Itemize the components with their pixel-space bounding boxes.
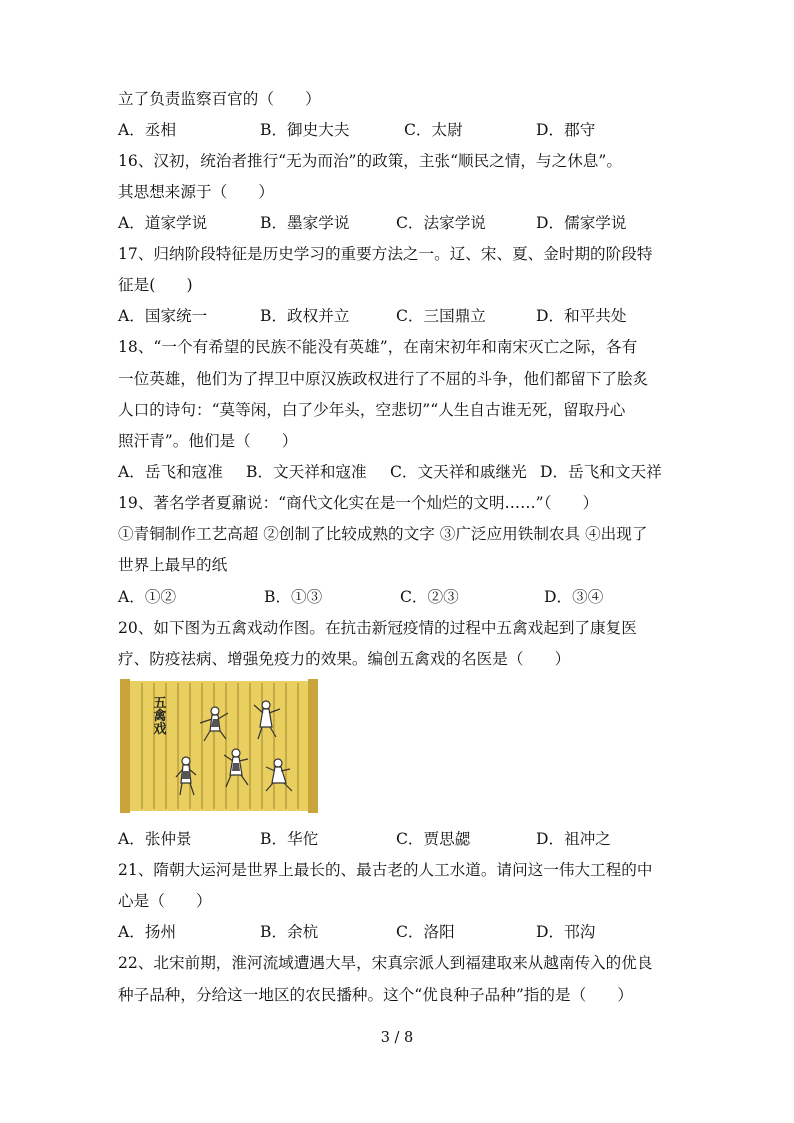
- q19-option-b[interactable]: B．①③: [264, 588, 323, 606]
- q19-option-a[interactable]: A．①②: [118, 588, 177, 606]
- q17-option-b[interactable]: B．政权并立: [260, 307, 350, 325]
- q16-stem-line-1: 16、汉初，统治者推行“无为而治”的政策，主张“顺民之情，与之休息”。: [118, 152, 622, 170]
- q19-stem-line-1: 19、著名学者夏鼐说：“商代文化实在是一个灿烂的文明……”（ ）: [118, 494, 599, 512]
- q20-options: [118, 829, 678, 849]
- q18-stem-line-3: 人口的诗句：“莫等闲，白了少年头，空悲切”“人生自古谁无死，留取丹心: [118, 401, 626, 419]
- q15-options: [118, 120, 678, 140]
- q21-stem-line-1: 21、隋朝大运河是世界上最长的、最古老的人工水道。请问这一伟大工程的中: [118, 861, 653, 879]
- q18-options: [118, 462, 678, 482]
- q17-option-c[interactable]: C．三国鼎立: [396, 307, 486, 325]
- q22-stem-line-1: 22、北宋前期，淮河流域遭遇大旱，宋真宗派人到福建取来从越南传入的优良: [118, 954, 653, 972]
- q16-options: [118, 213, 678, 233]
- q19-stem-line-3: 世界上最早的纸: [118, 556, 228, 574]
- q20-option-d[interactable]: D．祖冲之: [536, 830, 611, 848]
- q17-option-d[interactable]: D．和平共处: [536, 307, 627, 325]
- q16-option-d[interactable]: D．儒家学说: [536, 214, 627, 232]
- q15-option-a[interactable]: A．丞相: [118, 121, 177, 139]
- q20-stem-line-2: 疗、防疫祛病、增强免疫力的效果。编创五禽戏的名医是（ ）: [118, 650, 571, 668]
- q19-option-c[interactable]: C．②③: [400, 588, 459, 606]
- q18-stem-line-2: 一位英雄，他们为了捍卫中原汉族政权进行了不屈的斗争，他们都留下了脍炙: [118, 370, 649, 388]
- q16-option-c[interactable]: C．法家学说: [396, 214, 486, 232]
- q20-option-a[interactable]: A．张仲景: [118, 830, 192, 848]
- q17-option-a[interactable]: A．国家统一: [118, 307, 208, 325]
- q15-option-c[interactable]: C．太尉: [404, 121, 463, 139]
- q16-stem-line-2: 其思想来源于（ ）: [118, 183, 274, 201]
- q21-options: [118, 922, 678, 942]
- q16-option-b[interactable]: B．墨家学说: [260, 214, 350, 232]
- q15-stem-tail: 立了负责监察百官的（ ）: [118, 90, 321, 108]
- q21-option-b[interactable]: B．余杭: [260, 923, 319, 941]
- q15-option-b[interactable]: B．御史大夫: [260, 121, 350, 139]
- q18-option-c[interactable]: C．文天祥和戚继光: [390, 463, 527, 481]
- q19-options: [118, 587, 678, 607]
- q19-option-d[interactable]: D．③④: [544, 588, 604, 606]
- q20-option-b[interactable]: B．华佗: [260, 830, 319, 848]
- q16-option-a[interactable]: A．道家学说: [118, 214, 208, 232]
- q17-stem-line-2: 征是( ): [118, 276, 193, 294]
- q21-option-a[interactable]: A．扬州: [118, 923, 177, 941]
- q19-stem-line-2: ①青铜制作工艺高超 ②创制了比较成熟的文字 ③广泛应用铁制农具 ④出现了: [118, 525, 648, 543]
- page-number: 3 / 8: [380, 1030, 414, 1046]
- q21-option-d[interactable]: D．邗沟: [536, 923, 596, 941]
- q20-option-c[interactable]: C．贾思勰: [396, 830, 471, 848]
- q18-option-d[interactable]: D．岳飞和文天祥: [540, 463, 662, 481]
- q18-option-a[interactable]: A．岳飞和寇准: [118, 463, 223, 481]
- q22-stem-line-2: 种子品种，分给这一地区的农民播种。这个“优良种子品种”指的是（ ）: [118, 986, 633, 1004]
- q20-stem-line-1: 20、如下图为五禽戏动作图。在抗击新冠疫情的过程中五禽戏起到了康复医: [118, 619, 637, 637]
- q15-option-d[interactable]: D．郡守: [536, 121, 596, 139]
- q18-stem-line-4: 照汗青”。他们是（ ）: [118, 432, 298, 450]
- q18-stem-line-1: 18、“一个有希望的民族不能没有英雄”，在南宋初年和南宋灭亡之际，各有: [118, 338, 638, 356]
- q17-stem-line-1: 17、归纳阶段特征是历史学习的重要方法之一。辽、宋、夏、金时期的阶段特: [118, 245, 653, 263]
- scroll-title: 五禽戏: [150, 695, 166, 735]
- q21-option-c[interactable]: C．洛阳: [396, 923, 455, 941]
- q21-stem-line-2: 心是（ ）: [118, 892, 212, 910]
- q17-options: [118, 306, 678, 326]
- wuqinxi-scroll-image: [120, 679, 318, 813]
- q18-option-b[interactable]: B．文天祥和寇准: [246, 463, 367, 481]
